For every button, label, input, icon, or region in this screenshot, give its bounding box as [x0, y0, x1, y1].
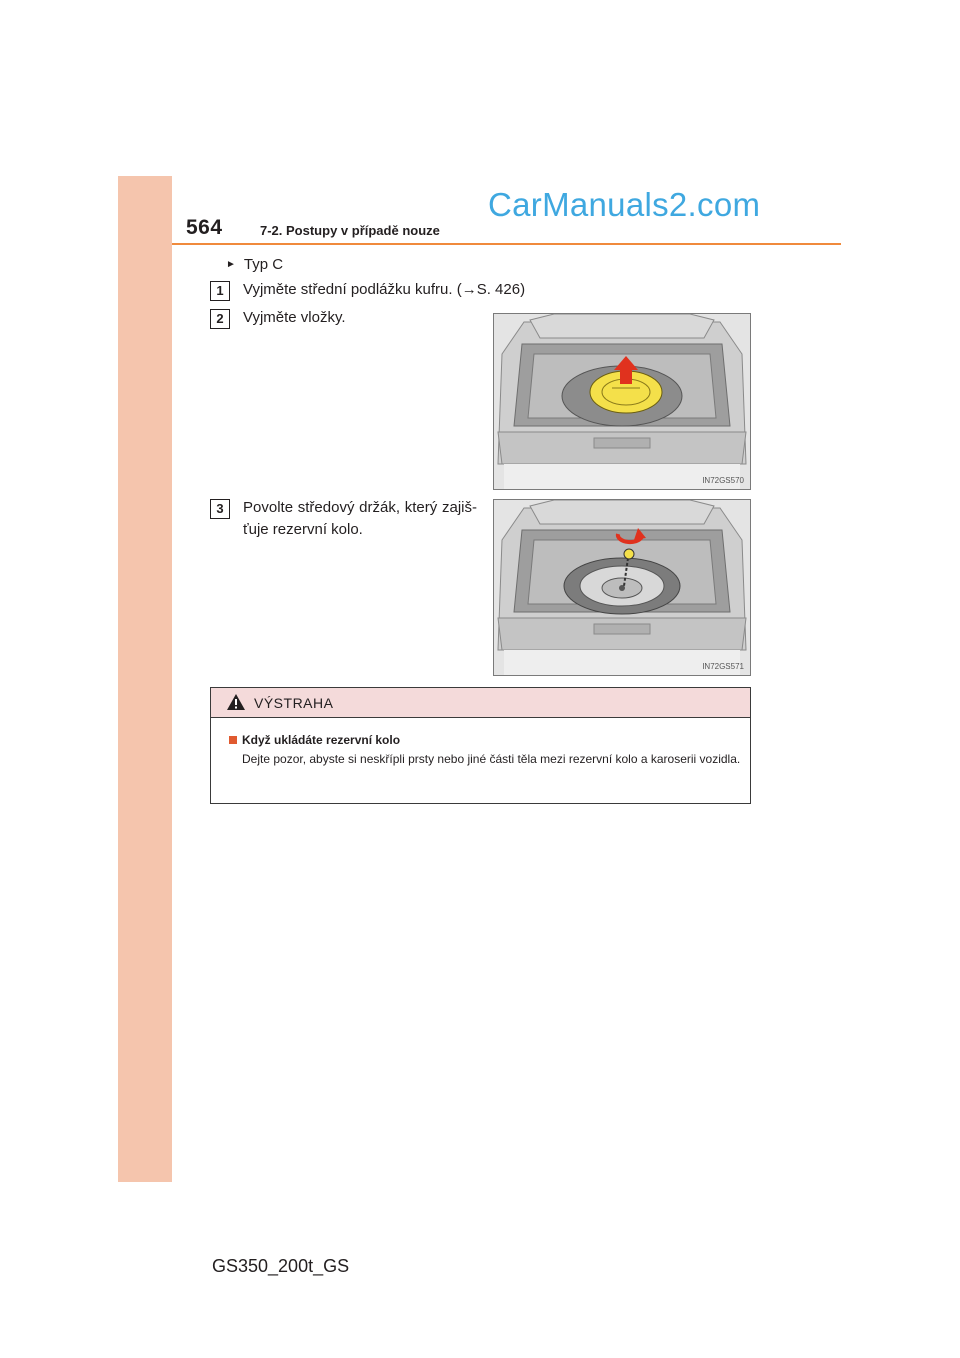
warning-subtitle-text: Když ukládáte rezervní kolo: [242, 733, 401, 747]
header-rule: [172, 243, 841, 245]
type-label: [226, 256, 283, 273]
section-title: 7-2. Postupy v případě nouze: [260, 223, 440, 238]
square-bullet-icon: [229, 736, 237, 744]
warning-header: [211, 688, 750, 718]
warning-title: VÝSTRAHA: [254, 695, 334, 711]
chapter-side-band: [118, 176, 172, 1182]
warning-body: Dejte pozor, abyste si neskřípli prsty nebo jiné části těla mezi rezervní kolo a karoserii vozidla.: [242, 752, 741, 766]
trunk-cover-lift-illustration-icon: [494, 314, 750, 489]
figure-spare-wheel: [493, 499, 751, 676]
type-label-text: Typ C: [243, 256, 284, 273]
watermark: CarManuals2.com: [488, 186, 761, 223]
step-text-2: Vyjměte vložky.: [243, 309, 346, 326]
footer-model: GS350_200t_GS: [212, 1256, 350, 1276]
step-number-1: 1: [210, 281, 230, 301]
step-number-2: 2: [210, 309, 230, 329]
step-number-3: 3: [210, 499, 230, 519]
spare-wheel-bolt-illustration-icon: [494, 500, 750, 675]
figure-trunk-cover: [493, 313, 751, 490]
bullet-arrow-icon: ►: [226, 259, 236, 270]
figure-code-1: IN72GS570: [702, 476, 744, 485]
page-number: 564: [186, 216, 223, 239]
warning-box: [210, 687, 751, 804]
warning-triangle-icon: [226, 693, 246, 716]
step-text-3: Povolte středový držák, který zajiš-ťuje rezervní kolo.: [243, 499, 477, 538]
step-text-1: Vyjměte střední podlážku kufru. (→S. 426): [243, 281, 526, 298]
warning-subtitle: [229, 733, 400, 747]
figure-code-2: IN72GS571: [702, 662, 744, 671]
